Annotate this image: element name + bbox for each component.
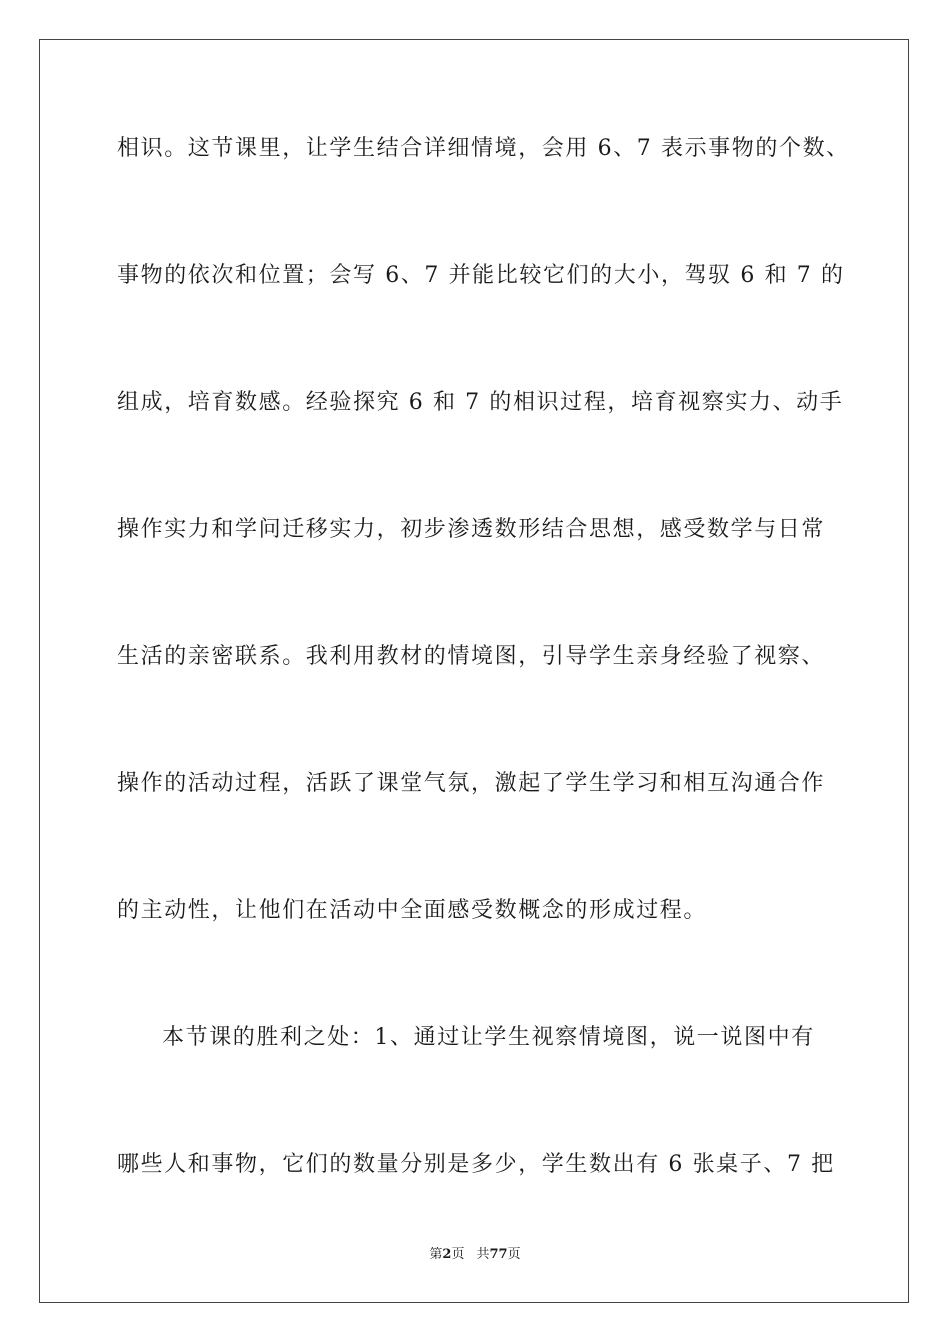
- paragraph-line: 组成，培育数感。经验探究 6 和 7 的相识过程，培育视察实力、动手: [117, 390, 844, 415]
- paragraph-first-line: 本节课的胜利之处：1、通过让学生视察情境图，说一说图中有: [162, 1025, 815, 1050]
- paragraph-line: 操作实力和学问迁移实力，初步渗透数形结合思想，感受数学与日常: [117, 517, 826, 542]
- paragraph-line: 生活的亲密联系。我利用教材的情境图，引导学生亲身经验了视察、: [117, 644, 826, 669]
- page-suffix: 页: [451, 1247, 465, 1262]
- paragraph-line: 操作的活动过程，活跃了课堂气氛，激起了学生学习和相互沟通合作: [117, 771, 826, 796]
- paragraph-line: 哪些人和事物，它们的数量分别是多少，学生数出有 6 张桌子、7 把: [117, 1152, 835, 1177]
- paragraph-line: 的主动性，让他们在活动中全面感受数概念的形成过程。: [117, 898, 708, 923]
- total-prefix: 共: [476, 1247, 490, 1262]
- paragraph-line: 相识。这节课里，让学生结合详细情境，会用 6、7 表示事物的个数、: [117, 136, 850, 161]
- page-border: [39, 39, 909, 1303]
- paragraph-line: 事物的依次和位置；会写 6、7 并能比较它们的大小，驾驭 6 和 7 的: [117, 263, 845, 288]
- page-footer: [0, 1246, 950, 1264]
- total-suffix: 页: [507, 1247, 521, 1262]
- total-page-count: 77: [489, 1247, 508, 1262]
- current-page-number: 2: [442, 1247, 452, 1262]
- page-prefix: 第: [429, 1247, 443, 1262]
